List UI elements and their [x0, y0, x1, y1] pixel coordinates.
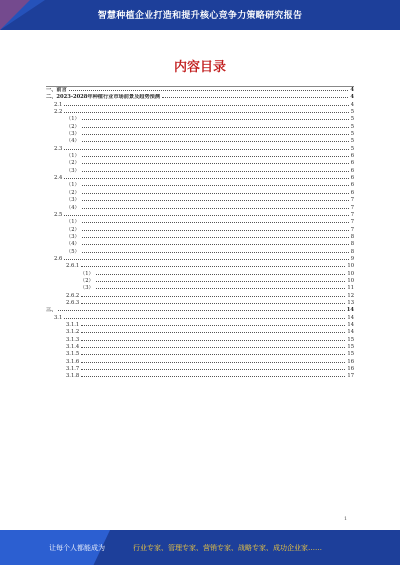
toc-entry-label: （3）: [66, 131, 80, 138]
toc-entry[interactable]: [46, 373, 354, 380]
toc-entry[interactable]: [46, 87, 354, 94]
toc-entry-label: 2.3: [54, 145, 63, 152]
toc-leader-dots: [81, 303, 345, 304]
toc-heading: 内容目录: [173, 60, 226, 75]
toc-entry-page: 5: [350, 123, 354, 130]
page-number: 1: [344, 516, 348, 522]
toc-leader-dots: [64, 178, 348, 179]
toc-entry-page: 10: [347, 263, 354, 270]
toc-entry-label: 3.1.6: [66, 358, 80, 365]
toc-entry-label: 3.1.3: [66, 336, 80, 343]
toc-leader-dots: [82, 163, 349, 164]
toc-leader-dots: [64, 318, 345, 319]
toc-entry-label: 3.1: [54, 314, 63, 321]
toc-entry[interactable]: [46, 227, 354, 234]
toc-leader-dots: [81, 376, 345, 377]
toc-entry[interactable]: [46, 293, 354, 300]
toc-leader-dots: [81, 325, 345, 326]
toc-entry-label: 2.5: [54, 211, 63, 218]
toc-entry-page: 5: [350, 109, 354, 116]
toc-leader-dots: [69, 90, 349, 91]
toc-entry-label: （2）: [66, 123, 80, 130]
toc-entry-label: （3）: [66, 197, 80, 204]
toc-leader-dots: [82, 185, 349, 186]
toc-leader-dots: [81, 369, 345, 370]
table-of-contents: [46, 87, 354, 381]
toc-entry-page: 14: [347, 314, 354, 321]
toc-entry-label: 2.6.2: [66, 292, 80, 299]
toc-entry[interactable]: [46, 278, 354, 285]
toc-leader-dots: [82, 119, 349, 120]
toc-leader-dots: [81, 296, 345, 297]
toc-entry[interactable]: [46, 146, 354, 153]
toc-entry-label: （2）: [66, 226, 80, 233]
toc-leader-dots: [82, 171, 349, 172]
toc-leader-dots: [82, 193, 349, 194]
toc-entry-page: 12: [347, 292, 354, 299]
toc-entry[interactable]: [46, 256, 354, 263]
toc-leader-dots: [82, 134, 349, 135]
toc-entry[interactable]: [46, 94, 354, 101]
toc-entry[interactable]: [46, 182, 354, 189]
toc-entry-page: 16: [347, 358, 354, 365]
toc-leader-dots: [81, 347, 345, 348]
toc-entry-label: （2）: [80, 277, 94, 284]
toc-entry-page: 5: [350, 145, 354, 152]
toc-leader-dots: [64, 105, 348, 106]
toc-entry-page: 10: [347, 277, 354, 284]
toc-entry-page: 15: [347, 344, 354, 351]
toc-entry[interactable]: [46, 212, 354, 219]
toc-entry-label: （2）: [66, 189, 80, 196]
toc-entry-page: 16: [347, 366, 354, 373]
toc-entry-page: 15: [347, 351, 354, 358]
toc-entry-label: 2.2: [54, 109, 63, 116]
toc-entry[interactable]: [46, 337, 354, 344]
toc-entry[interactable]: [46, 263, 354, 270]
toc-entry-page: 14: [347, 329, 354, 336]
toc-entry[interactable]: [46, 241, 354, 248]
toc-entry[interactable]: [46, 168, 354, 175]
toc-entry-page: 5: [350, 131, 354, 138]
toc-entry-page: 6: [350, 189, 354, 196]
toc-entry-label: 二、2023-2028年种植行业市场前景及趋势预测: [46, 94, 161, 101]
toc-entry-label: 3.1.1: [66, 322, 80, 328]
toc-entry-label: （1）: [66, 153, 80, 160]
toc-leader-dots: [96, 274, 346, 275]
toc-entry-label: 2.6.3: [66, 299, 80, 306]
toc-entry[interactable]: [46, 160, 354, 167]
toc-entry-label: （1）: [80, 270, 94, 277]
toc-entry-label: 一、前言: [46, 87, 67, 93]
toc-entry[interactable]: [46, 175, 354, 182]
toc-leader-dots: [82, 252, 349, 253]
toc-entry-page: 7: [350, 211, 354, 218]
toc-entry[interactable]: [46, 219, 354, 226]
toc-entry-label: （3）: [80, 285, 94, 292]
toc-leader-dots: [82, 141, 349, 142]
toc-entry[interactable]: [46, 197, 354, 204]
toc-entry-page: 10: [347, 270, 354, 277]
toc-entry[interactable]: [46, 234, 354, 241]
toc-entry-page: 4: [350, 87, 354, 93]
toc-entry-label: （3）: [66, 167, 80, 174]
toc-entry[interactable]: [46, 102, 354, 109]
toc-entry-page: 4: [350, 94, 354, 101]
toc-entry-label: 3.1.8: [66, 373, 80, 380]
toc-entry-page: 15: [347, 336, 354, 343]
toc-leader-dots: [82, 230, 349, 231]
toc-leader-dots: [64, 112, 348, 113]
toc-entry-label: 3.1.7: [66, 366, 80, 373]
toc-entry-label: （4）: [66, 138, 80, 145]
toc-entry[interactable]: [46, 344, 354, 351]
toc-entry-label: 3.1.5: [66, 351, 80, 358]
toc-leader-dots: [82, 244, 349, 245]
toc-entry[interactable]: [46, 205, 354, 212]
toc-leader-dots: [81, 354, 345, 355]
toc-entry-label: 2.1: [54, 101, 63, 108]
toc-entry[interactable]: [46, 285, 354, 292]
toc-entry[interactable]: [46, 131, 354, 138]
toc-leader-dots: [64, 149, 348, 150]
toc-entry-label: （2）: [66, 160, 80, 167]
toc-entry[interactable]: [46, 153, 354, 160]
toc-entry[interactable]: [46, 249, 354, 256]
toc-entry-label: （1）: [66, 116, 80, 123]
toc-entry-page: 13: [347, 299, 354, 306]
toc-entry-label: 三、: [46, 307, 57, 314]
toc-leader-dots: [162, 97, 348, 98]
toc-entry[interactable]: [46, 300, 354, 307]
toc-entry[interactable]: [46, 315, 354, 322]
toc-leader-dots: [82, 222, 349, 223]
toc-entry[interactable]: [46, 366, 354, 373]
toc-entry[interactable]: [46, 116, 354, 123]
toc-leader-dots: [82, 237, 349, 238]
toc-entry-page: 8: [350, 241, 354, 248]
toc-leader-dots: [81, 332, 345, 333]
toc-entry[interactable]: [46, 138, 354, 145]
toc-entry-label: （1）: [66, 219, 80, 226]
toc-entry-label: 3.1.2: [66, 329, 80, 336]
toc-leader-dots: [96, 281, 346, 282]
toc-entry[interactable]: [46, 190, 354, 197]
footer-roles: 行业专家、管理专家、营销专家、战略专家、成功企业家……: [133, 544, 322, 552]
toc-entry-page: 6: [350, 182, 354, 189]
toc-entry-page: 8: [350, 233, 354, 240]
toc-leader-dots: [82, 127, 349, 128]
toc-entry-label: （1）: [66, 182, 80, 189]
toc-entry-label: 2.6.1: [66, 263, 80, 270]
toc-entry[interactable]: [46, 307, 354, 314]
toc-entry-label: 2.4: [54, 175, 63, 182]
toc-entry-page: 7: [350, 226, 354, 233]
toc-entry[interactable]: [46, 124, 354, 131]
toc-entry-page: 6: [350, 160, 354, 167]
toc-entry-label: （4）: [66, 241, 80, 248]
toc-entry-label: （4）: [66, 204, 80, 211]
toc-leader-dots: [96, 288, 346, 289]
toc-entry-page: 8: [350, 248, 354, 255]
toc-entry-page: 14: [347, 322, 354, 328]
toc-entry[interactable]: [46, 109, 354, 116]
toc-entry-page: 17: [347, 373, 354, 380]
toc-entry-page: 7: [350, 204, 354, 211]
toc-entry-page: 6: [350, 153, 354, 160]
toc-entry[interactable]: [46, 322, 354, 329]
toc-leader-dots: [82, 156, 349, 157]
toc-entry[interactable]: [46, 359, 354, 366]
toc-leader-dots: [81, 362, 345, 363]
toc-entry[interactable]: [46, 271, 354, 278]
footer-slogan: 让每个人都能成为: [49, 544, 105, 552]
toc-leader-dots: [58, 310, 344, 311]
toc-entry-label: （3）: [66, 233, 80, 240]
toc-entry-page: 5: [350, 116, 354, 123]
toc-entry[interactable]: [46, 329, 354, 336]
header-banner: [0, 0, 400, 30]
toc-leader-dots: [81, 340, 345, 341]
toc-leader-dots: [82, 208, 349, 209]
toc-entry-label: （5）: [66, 248, 80, 255]
toc-entry-page: 4: [350, 101, 354, 108]
toc-entry-page: 9: [350, 255, 354, 262]
toc-leader-dots: [64, 215, 348, 216]
toc-leader-dots: [81, 266, 345, 267]
toc-entry-page: 11: [347, 285, 354, 292]
toc-entry-label: 2.6: [54, 255, 63, 262]
report-title: 智慧种植企业打造和提升核心竞争力策略研究报告: [97, 11, 303, 21]
toc-entry-page: 14: [346, 307, 354, 314]
toc-entry-page: 6: [350, 167, 354, 174]
toc-leader-dots: [64, 259, 348, 260]
toc-entry-label: 3.1.4: [66, 344, 80, 351]
toc-entry[interactable]: [46, 351, 354, 358]
toc-entry-page: 7: [350, 197, 354, 204]
toc-entry-page: 6: [350, 175, 354, 182]
footer-banner: [0, 530, 400, 565]
toc-entry-page: 7: [350, 219, 354, 226]
toc-entry-page: 5: [350, 138, 354, 145]
toc-leader-dots: [82, 200, 349, 201]
